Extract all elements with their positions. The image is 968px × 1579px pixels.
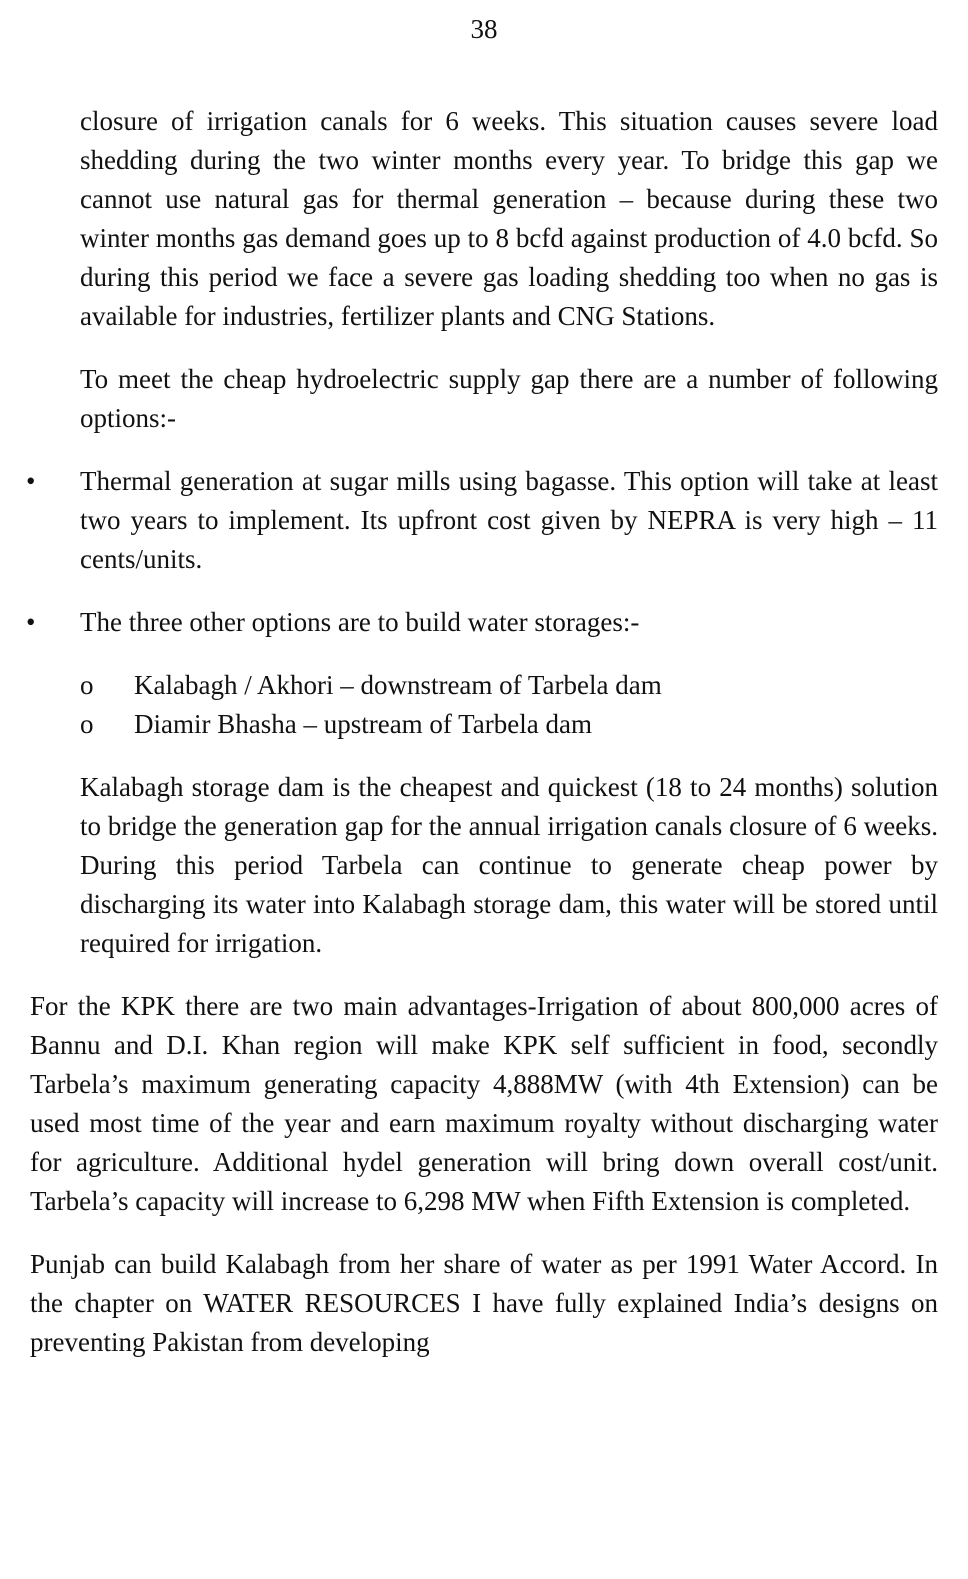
page-body: [0, 102, 968, 1362]
bullet-icon: •: [26, 466, 36, 496]
paragraph-punjab: Punjab can build Kalabagh from her share of water as per 1991 Water Accord. In the chapter on WATER RESOURCES I have fully explained India’s designs on preventing Pakistan from developing: [30, 1249, 938, 1357]
bullet-text: The three other options are to build water storages:-: [80, 607, 640, 637]
sub-item-text: Diamir Bhasha – upstream of Tarbela dam: [134, 709, 592, 739]
paragraph-load-shedding: closure of irrigation canals for 6 weeks. This situation causes severe load shedding during the two winter months every year. To bridge this gap we cannot use natural gas for thermal generation – because during these two winter months gas demand goes up to 8 bcfd against production of 4.0 bcfd. So during this period we face a severe gas loading shedding too when no gas is available for industries, fertilizer plants and CNG Stations.: [80, 106, 938, 331]
sub-item-kalabagh: [0, 666, 968, 705]
sub-bullet-marker: o: [80, 709, 94, 739]
sub-item-diamir-bhasha: [0, 705, 968, 744]
paragraph-options-intro: To meet the cheap hydroelectric supply gap there are a number of following options:-: [80, 364, 938, 433]
paragraph-kpk-advantages: For the KPK there are two main advantages-Irrigation of about 800,000 acres of Bannu and D.I. Khan region will make KPK self sufficient in food, secondly Tarbela’s maximum generating capacity 4,888MW (with 4th Extension) can be used most time of the year and earn maximum royalty without discharging water for agriculture. Additional hydel generation will bring down overall cost/unit. Tarbela’s capacity will increase to 6,298 MW when Fifth Extension is completed.: [30, 991, 938, 1216]
sub-bullet-marker: o: [80, 670, 94, 700]
paragraph-kalabagh-storage: Kalabagh storage dam is the cheapest and quickest (18 to 24 months) solution to bridge the generation gap for the annual irrigation canals closure of 6 weeks. During this period Tarbela can continue to generate cheap power by discharging its water into Kalabagh storage dam, this water will be stored until required for irrigation.: [80, 772, 938, 958]
sub-item-text: Kalabagh / Akhori – downstream of Tarbela dam: [134, 670, 662, 700]
bullet-item-water-storages: [0, 603, 968, 642]
bullet-text: Thermal generation at sugar mills using bagasse. This option will take at least two years to implement. Its upfront cost given by NEPRA is very high – 11 cents/units.: [80, 466, 938, 574]
page-number: 38: [470, 14, 498, 44]
bullet-icon: •: [26, 607, 36, 637]
bullet-item-bagasse: [0, 462, 968, 579]
